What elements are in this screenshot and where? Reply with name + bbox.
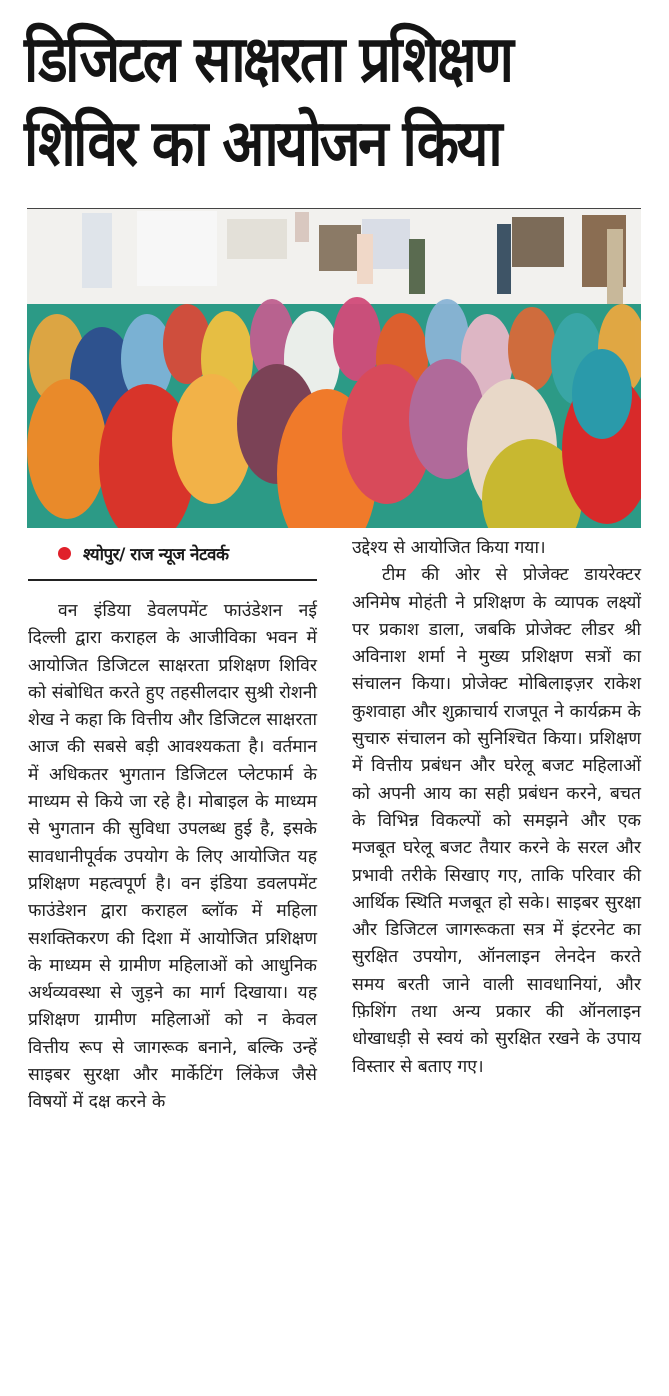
news-photo bbox=[27, 208, 641, 528]
article-paragraph: टीम की ओर से प्रोजेक्ट डायरेक्टर अनिमेष मोहंती ने प्रशिक्षण के व्यापक लक्ष्यों पर प्रकाश डाला, जबकि प्रोजेक्ट लीडर श्री अविनाश शर्मा ने मुख्य प्रशिक्षण सत्रों का संचालन किया। प्रोजेक्ट मोबिलाइज़र राकेश कुशवाहा और शुक्राचार्य राजपूत ने कार्यक्रम के सुचारु संचालन को सुनिश्चित किया। प्रशिक्षण में वित्तीय प्रबंधन और घरेलू बजट महिलाओं को अपनी आय का सही प्रबंधन करने, बचत के विभिन्न विकल्पों को समझने और एक मजबूत घरेलू बजट तैयार करने के सरल और प्रभावी तरीके सिखाए गए, ताकि परिवार की आर्थिक स्थिति मजबूत हो सके। साइबर सुरक्षा और डिजिटल जागरूकता सत्र में इंटरनेट का सुरक्षित उपयोग, ऑनलाइन लेनदेन करते समय बरती जाने वाली सावधानियां, और फ़िशिंग तथा अन्य प्रकार की ऑनलाइन धोखाधड़ी से स्वयं को सुरक्षित रखने के उपाय विस्तार से बताए गए। bbox=[352, 565, 641, 1077]
byline bbox=[58, 535, 318, 571]
article-column-right bbox=[352, 535, 641, 1081]
article-paragraph: वन इंडिया डेवलपमेंट फाउंडेशन नई दिल्ली द्वारा कराहल के आजीविका भवन में आयोजित डिजिटल साक्षरता प्रशिक्षण शिविर को संबोधित करते हुए तहसीलदार सुश्री रोशनी शेख ने कहा कि वित्तीय और डिजिटल साक्षरता आज की सबसे बड़ी आवश्यकता है। वर्तमान में अधिकतर भुगतान डिजिटल प्लेटफार्म के माध्यम से किये जा रहे है। मोबाइल के माध्यम से भुगतान की सुविधा उपलब्ध हुई है, इसके सावधानीपूर्वक उपयोग के लिए आयोजित यह प्रशिक्षण महत्वपूर्ण है। वन इंडिया डवलपमेंट फाउंडेशन द्वारा कराहल ब्लॉक में महिला सशक्तिकरण की दिशा में आयोजित प्रशिक्षण के माध्यम से ग्रामीण महिलाओं को आधुनिक अर्थव्यवस्था से जुड़ने का मार्ग दिखाया। यह प्रशिक्षण ग्रामीण महिलाओं को न केवल वित्तीय रूप से जागरूक बनाने, बल्कि उन्हें साइबर सुरक्षा और मार्केटिंग लिंकेज जैसे विषयों में दक्ष करने के bbox=[28, 601, 317, 1113]
article-column-left bbox=[28, 598, 317, 1117]
bullet-dot-icon bbox=[58, 547, 71, 560]
byline-divider bbox=[28, 579, 317, 581]
headline bbox=[24, 18, 644, 186]
byline-text: श्योपुर/ राज न्यूज नेटवर्क bbox=[83, 544, 229, 565]
article-paragraph-continued: उद्देश्य से आयोजित किया गया। bbox=[352, 538, 546, 558]
headline-line-1: डिजिटल साक्षरता प्रशिक्षण bbox=[24, 23, 512, 97]
training-camp-photo-illustration bbox=[27, 209, 641, 528]
headline-line-2: शिविर का आयोजन किया bbox=[24, 107, 501, 181]
